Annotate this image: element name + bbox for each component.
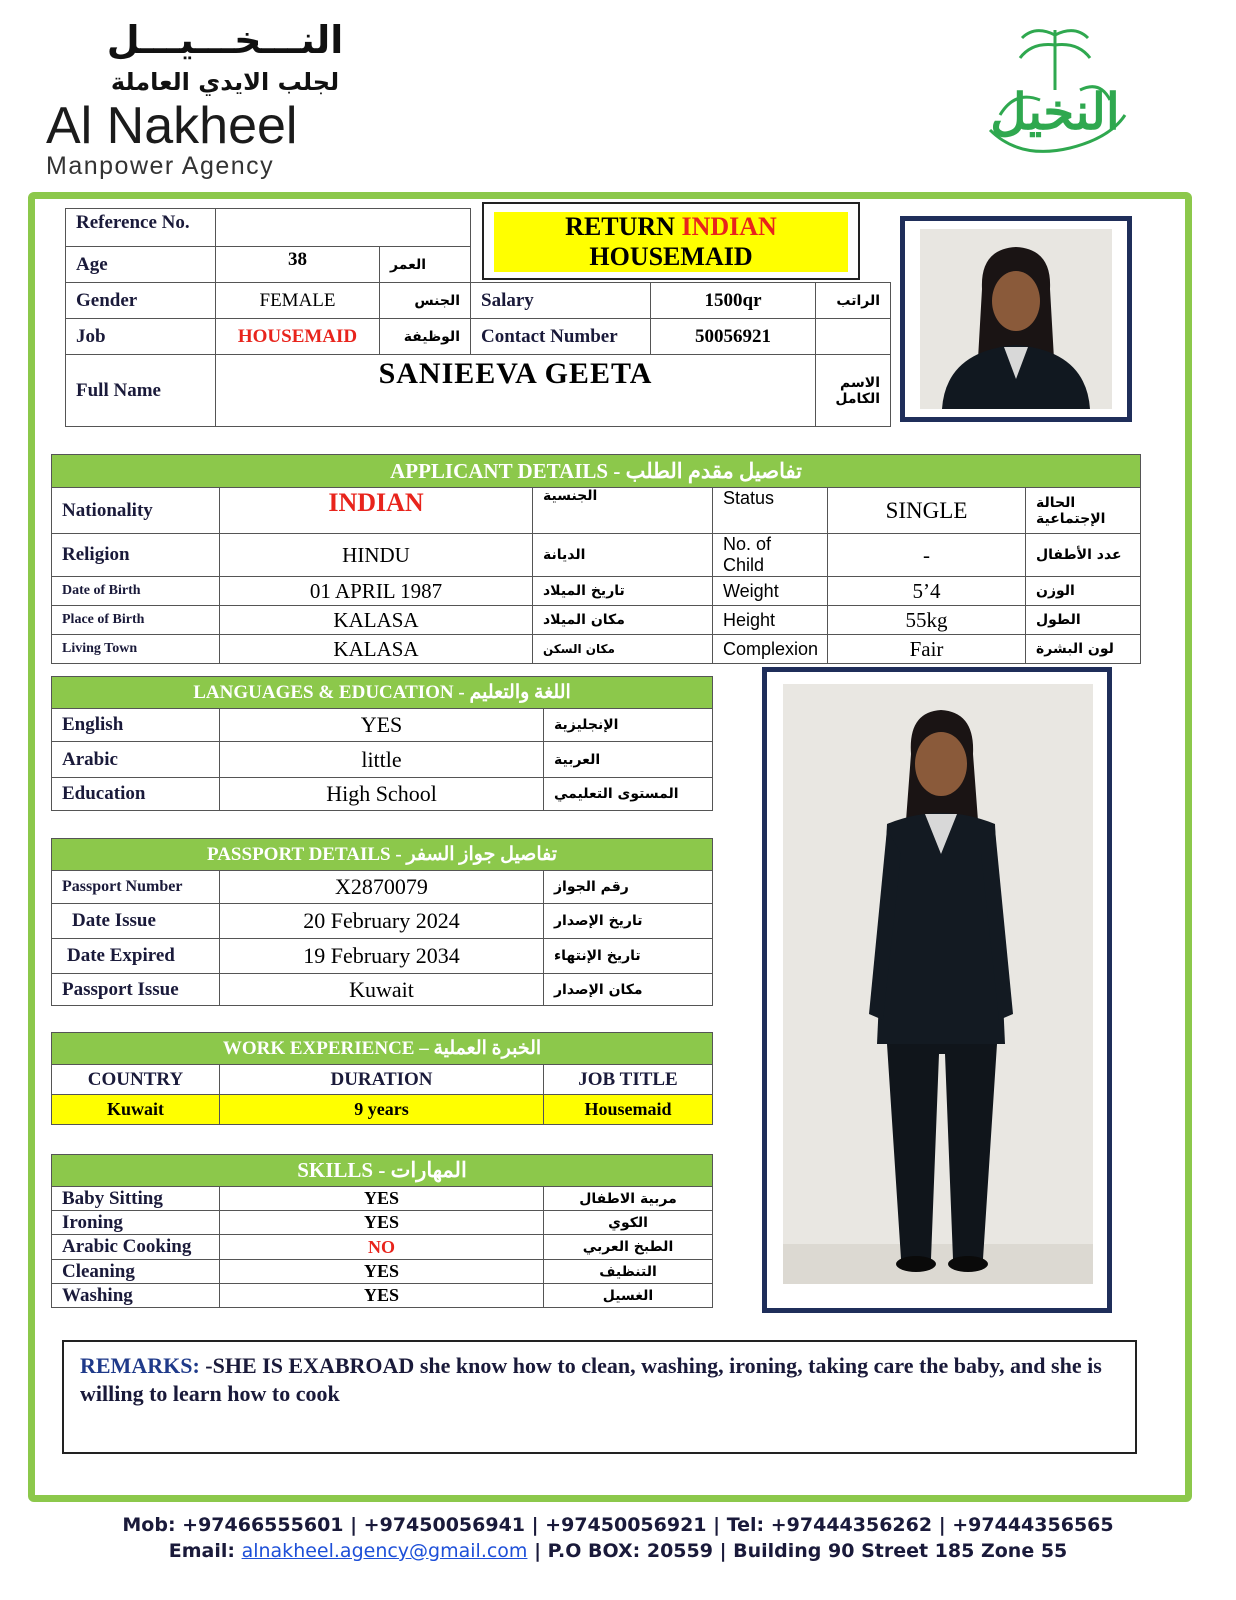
- weight-label: Weight: [713, 577, 828, 606]
- passport-header: PASSPORT DETAILS - تفاصيل جواز السفر: [52, 839, 713, 871]
- dob-label: Date of Birth: [52, 577, 220, 606]
- applicant-details-header: APPLICANT DETAILS - تفاصيل مقدم الطلب: [52, 455, 1141, 488]
- children-value: -: [828, 534, 1026, 577]
- company-logo: [40, 18, 420, 178]
- skill-arabic-cooking-value: NO: [220, 1235, 544, 1260]
- children-label: No. of Child: [713, 534, 828, 577]
- work-country: Kuwait: [52, 1095, 220, 1125]
- skill-baby-sitting-label: Baby Sitting: [52, 1187, 220, 1211]
- skill-arabic-cooking-label: Arabic Cooking: [52, 1235, 220, 1260]
- footer-contacts: [0, 1514, 1236, 1562]
- remarks-label: REMARKS:: [80, 1353, 200, 1378]
- languages-header: LANGUAGES & EDUCATION - اللغة والتعليم: [52, 677, 713, 709]
- gender-arabic: الجنس: [380, 283, 471, 319]
- portrait-photo: [920, 229, 1112, 409]
- pob-label: Place of Birth: [52, 606, 220, 635]
- logo-arabic-name: النـــخـــيـــل: [106, 18, 344, 62]
- date-expired-arabic: تاريخ الإنتهاء: [544, 939, 713, 974]
- nationality-arabic: الجنسية: [533, 488, 713, 534]
- complexion-label: Complexion: [713, 635, 828, 664]
- fullname-label: Full Name: [66, 355, 216, 427]
- date-issue-arabic: تاريخ الإصدار: [544, 904, 713, 939]
- skill-ironing-label: Ironing: [52, 1211, 220, 1235]
- contact-label: Contact Number: [471, 319, 651, 355]
- passport-issue-arabic: مكان الإصدار: [544, 974, 713, 1006]
- person-full-body-icon: [783, 684, 1093, 1284]
- arabic-value: little: [220, 742, 544, 778]
- education-label: Education: [52, 778, 220, 811]
- height-arabic: الطول: [1026, 606, 1141, 635]
- fullname-value: SANIEEVA GEETA: [216, 355, 816, 427]
- job-label: Job: [66, 319, 216, 355]
- work-duration: 9 years: [220, 1095, 544, 1125]
- skill-ironing-arabic: الكوي: [544, 1211, 713, 1235]
- salary-label: Salary: [471, 283, 651, 319]
- top-info-table: [65, 208, 891, 427]
- date-expired-value: 19 February 2034: [220, 939, 544, 974]
- work-experience-header: WORK EXPERIENCE – الخبرة العملية: [52, 1033, 713, 1065]
- children-arabic: عدد الأطفال: [1026, 534, 1141, 577]
- height-label: Height: [713, 606, 828, 635]
- weight-value: 5’4: [828, 577, 1026, 606]
- height-value: 55kg: [828, 606, 1026, 635]
- english-value: YES: [220, 709, 544, 742]
- full-body-photo-frame: [762, 667, 1112, 1313]
- skills-header: SKILLS - المهارات: [52, 1155, 713, 1187]
- living-town-value: KALASA: [220, 635, 533, 664]
- skill-washing-arabic: الغسيل: [544, 1284, 713, 1308]
- date-issue-label: Date Issue: [52, 904, 220, 939]
- religion-label: Religion: [52, 534, 220, 577]
- arabic-label: Arabic: [52, 742, 220, 778]
- gender-label: Gender: [66, 283, 216, 319]
- skill-baby-sitting-arabic: مربية الاطفال: [544, 1187, 713, 1211]
- complexion-value: Fair: [828, 635, 1026, 664]
- salary-arabic: الراتب: [816, 283, 891, 319]
- passport-issue-value: Kuwait: [220, 974, 544, 1006]
- footer-email-label: Email:: [168, 1540, 242, 1562]
- dob-value: 01 APRIL 1987: [220, 577, 533, 606]
- skill-arabic-cooking-arabic: الطبخ العربي: [544, 1235, 713, 1260]
- title-return: RETURN: [565, 212, 675, 241]
- pob-arabic: مكان الميلاد: [533, 606, 713, 635]
- skill-cleaning-arabic: التنظيف: [544, 1260, 713, 1284]
- dob-arabic: تاريخ الميلاد: [533, 577, 713, 606]
- col-country: COUNTRY: [52, 1065, 220, 1095]
- work-title: Housemaid: [544, 1095, 713, 1125]
- passport-table: [51, 838, 713, 1006]
- skill-baby-sitting-value: YES: [220, 1187, 544, 1211]
- weight-arabic: الوزن: [1026, 577, 1141, 606]
- living-town-label: Living Town: [52, 635, 220, 664]
- pob-value: KALASA: [220, 606, 533, 635]
- contact-value: 50056921: [651, 319, 816, 355]
- footer-email-link[interactable]: alnakheel.agency@gmail.com: [241, 1540, 528, 1562]
- gender-value: FEMALE: [216, 283, 380, 319]
- passport-number-value: X2870079: [220, 871, 544, 904]
- skill-cleaning-value: YES: [220, 1260, 544, 1284]
- status-value: SINGLE: [828, 488, 1026, 534]
- passport-issue-label: Passport Issue: [52, 974, 220, 1006]
- palm-emblem: [960, 20, 1150, 170]
- arabic-arabic: العربية: [544, 742, 713, 778]
- col-duration: DURATION: [220, 1065, 544, 1095]
- education-arabic: المستوى التعليمي: [544, 778, 713, 811]
- education-value: High School: [220, 778, 544, 811]
- living-town-arabic: مكان السكن: [533, 635, 713, 664]
- title-nationality: INDIAN: [681, 212, 777, 241]
- emblem-text: النخيل: [990, 82, 1120, 141]
- religion-value: HINDU: [220, 534, 533, 577]
- languages-table: [51, 676, 713, 811]
- religion-arabic: الديانة: [533, 534, 713, 577]
- portrait-photo-frame: [900, 216, 1132, 422]
- complexion-arabic: لون البشرة: [1026, 635, 1141, 664]
- status-label: Status: [713, 488, 828, 534]
- date-issue-value: 20 February 2024: [220, 904, 544, 939]
- skill-cleaning-label: Cleaning: [52, 1260, 220, 1284]
- salary-value: 1500qr: [651, 283, 816, 319]
- work-experience-table: [51, 1032, 713, 1125]
- nationality-value: INDIAN: [220, 488, 533, 534]
- skill-washing-label: Washing: [52, 1284, 220, 1308]
- logo-arabic-tagline: لجلب الايدي العاملة: [110, 68, 340, 96]
- full-body-photo: [783, 684, 1093, 1284]
- age-arabic: العمر: [380, 247, 471, 283]
- col-job-title: JOB TITLE: [544, 1065, 713, 1095]
- title-job: HOUSEMAID: [589, 242, 753, 271]
- reference-label: Reference No.: [66, 209, 216, 247]
- reference-value: [216, 209, 471, 247]
- passport-number-arabic: رقم الجواز: [544, 871, 713, 904]
- skill-washing-value: YES: [220, 1284, 544, 1308]
- person-portrait-icon: [920, 229, 1112, 409]
- skills-table: [51, 1154, 713, 1308]
- english-label: English: [52, 709, 220, 742]
- applicant-details-table: [51, 454, 1141, 664]
- footer-address-line: [0, 1540, 1236, 1562]
- job-arabic: الوظيفة: [380, 319, 471, 355]
- remarks-text: -SHE IS EXABROAD she know how to clean, washing, ironing, taking care the baby, and she is willing to learn how to cook: [80, 1353, 1102, 1406]
- passport-number-label: Passport Number: [52, 871, 220, 904]
- fullname-arabic: الاسم الكامل: [816, 355, 891, 427]
- skill-ironing-value: YES: [220, 1211, 544, 1235]
- date-expired-label: Date Expired: [52, 939, 220, 974]
- english-arabic: الإنجليزية: [544, 709, 713, 742]
- job-value: HOUSEMAID: [216, 319, 380, 355]
- logo-tagline: Manpower Agency: [46, 152, 275, 180]
- footer-address: | P.O BOX: 20559 | Building 90 Street 185 Zone 55: [527, 1540, 1068, 1562]
- logo-name: Al Nakheel: [46, 97, 298, 155]
- status-arabic: الحالة الإجتماعية: [1026, 488, 1141, 534]
- nationality-label: Nationality: [52, 488, 220, 534]
- age-value: 38: [216, 247, 380, 283]
- age-label: Age: [66, 247, 216, 283]
- footer-phone-line: Mob: +97466555601 | +97450056941 | +97450056921 | Tel: +97444356262 | +97444356565: [122, 1514, 1114, 1536]
- remarks-box: [62, 1340, 1137, 1454]
